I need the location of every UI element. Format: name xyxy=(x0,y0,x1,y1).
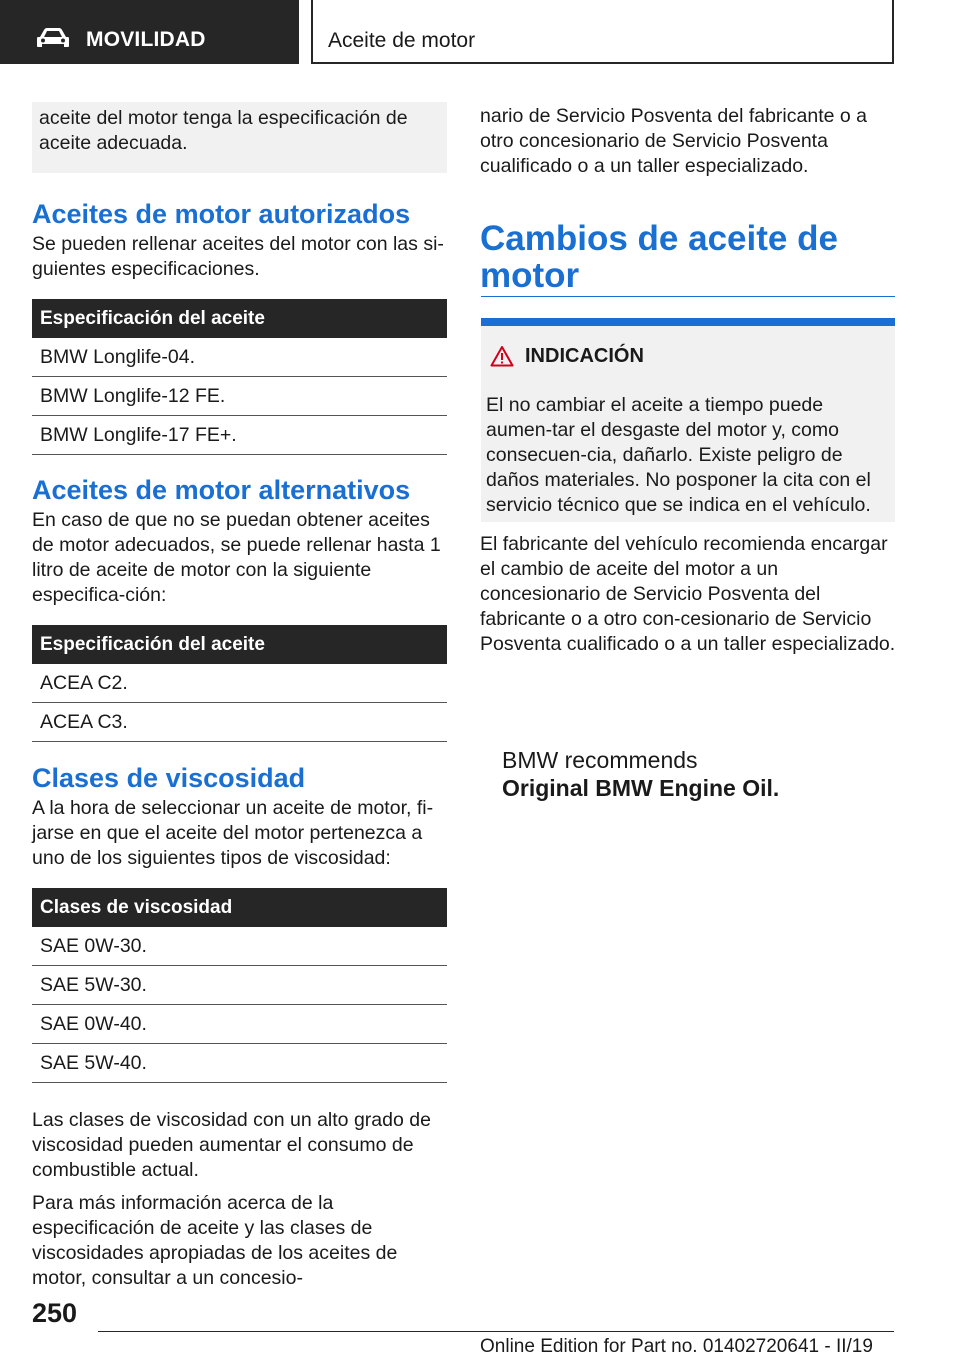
table-header: Especificación del aceite xyxy=(32,625,447,664)
alternative-oils-intro: En caso de que no se puedan obtener aceites de motor adecuados, se puede rellenar hasta 1 litro de aceite de motor con la siguiente especifica-ción: xyxy=(32,509,441,606)
oil-change-body: El fabricante del vehículo recomienda encargar el cambio de aceite del motor a un concesionario de Servicio Posventa del fabricante o a otro con-cesionario de Servicio Posventa cualificado o a un taller especializado. xyxy=(480,533,896,655)
viscosity-intro: A la hora de seleccionar un aceite de motor, fi-jarse en que el aceite del motor pertenezca a uno de los siguientes tipos de viscosidad: xyxy=(32,797,434,869)
table-row: SAE 5W-30. xyxy=(32,966,447,1005)
note-box: aceite del motor tenga la especificación de aceite adecuada. xyxy=(32,102,447,173)
table-row: ACEA C2. xyxy=(32,664,447,703)
chapter-title: Aceite de motor xyxy=(328,29,476,52)
table-row: ACEA C3. xyxy=(32,703,447,742)
viscosity-heading: Clases de viscosidad xyxy=(32,763,306,793)
edition-text: Online Edition for Part no. 01402720641 - II/19 xyxy=(480,1336,873,1357)
table-row: BMW Longlife-17 FE+. xyxy=(32,416,447,455)
approved-oils-intro: Se pueden rellenar aceites del motor con las si-guientes especificaciones. xyxy=(32,233,444,280)
continued-text: nario de Servicio Posventa del fabricante o a otro concesionario de Servicio Posventa cualificado o a un taller especializado. xyxy=(480,105,867,177)
table-row: SAE 5W-40. xyxy=(32,1044,447,1083)
table-row: SAE 0W-40. xyxy=(32,1005,447,1044)
chapter-header xyxy=(311,0,894,64)
alternative-oils-section xyxy=(32,474,448,742)
approved-oils-heading: Aceites de motor autorizados xyxy=(32,199,411,229)
warning-triangle-icon xyxy=(490,345,514,367)
approved-oils-table xyxy=(32,299,447,455)
alternative-oils-heading: Aceites de motor alternativos xyxy=(32,475,411,505)
oil-change-heading: Cambios de aceite de motor xyxy=(480,219,838,295)
table-row: SAE 0W-30. xyxy=(32,927,447,966)
car-icon xyxy=(36,27,70,49)
notice-accent-bar xyxy=(481,318,895,326)
viscosity-note: Las clases de viscosidad con un alto grado de viscosidad pueden aumentar el consumo de combustible actual. xyxy=(32,1109,431,1181)
table-row: BMW Longlife-04. xyxy=(32,338,447,377)
advert-line-1: BMW recommends xyxy=(502,747,698,773)
viscosity-section xyxy=(32,762,448,1291)
notice-text: El no cambiar el aceite a tiempo puede aumen-tar el desgaste del motor y, como consecuen-cia, dañarlo. Existe peligro de daños materiales. No posponer la cita con el servicio técnico que se indica en el vehículo. xyxy=(486,393,871,516)
section-label: MOVILIDAD xyxy=(86,28,206,51)
table-header: Especificación del aceite xyxy=(32,299,447,338)
heading-rule xyxy=(481,296,895,297)
bmw-oil-advert xyxy=(502,746,779,802)
section-tab xyxy=(0,0,299,64)
table-header: Clases de viscosidad xyxy=(32,888,447,927)
alternative-oils-table xyxy=(32,625,447,742)
advert-line-2: Original BMW Engine Oil. xyxy=(502,775,780,801)
viscosity-more-info: Para más información acerca de la especificación de aceite y las clases de viscosidades apropiadas de los aceites de motor, consultar a un concesio- xyxy=(32,1192,398,1289)
notice-label: INDICACIÓN xyxy=(525,345,644,367)
notice-box xyxy=(481,318,895,522)
approved-oils-section xyxy=(32,198,448,455)
viscosity-table xyxy=(32,888,447,1083)
footer-rule xyxy=(98,1331,894,1332)
table-row: BMW Longlife-12 FE. xyxy=(32,377,447,416)
page-number: 250 xyxy=(32,1298,78,1328)
